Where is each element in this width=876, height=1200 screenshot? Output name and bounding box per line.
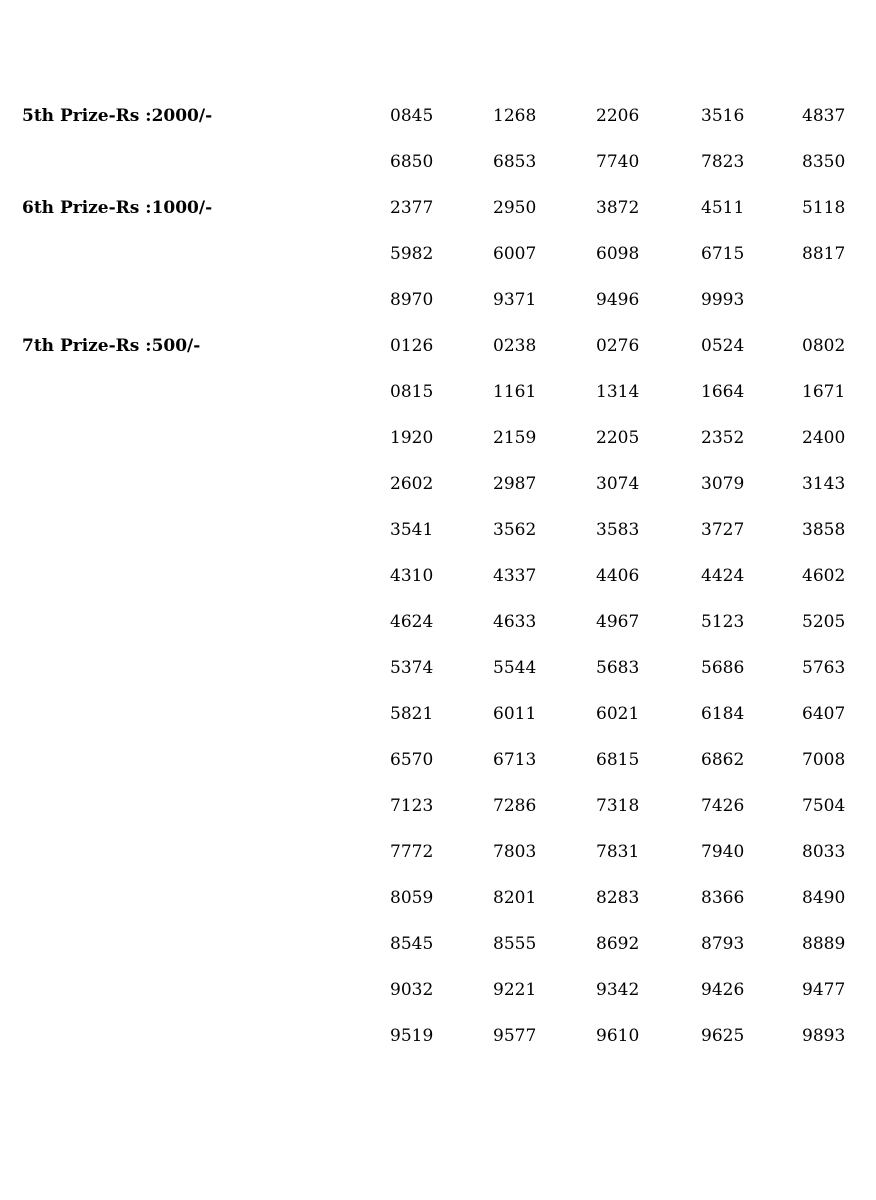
winning-number: 2987 <box>493 474 537 494</box>
winning-number: 8059 <box>390 888 434 908</box>
number-row <box>0 553 876 599</box>
winning-number: 2352 <box>701 428 745 448</box>
winning-number: 5123 <box>701 612 745 632</box>
winning-number: 8793 <box>701 934 745 954</box>
winning-number: 0238 <box>493 336 537 356</box>
winning-numbers <box>0 93 876 185</box>
winning-number: 5118 <box>802 198 846 218</box>
winning-number: 2159 <box>493 428 537 448</box>
winning-number: 1671 <box>802 382 846 402</box>
winning-number: 2205 <box>596 428 640 448</box>
winning-number: 3872 <box>596 198 640 218</box>
number-row <box>0 829 876 875</box>
winning-number: 8201 <box>493 888 537 908</box>
winning-number: 2602 <box>390 474 434 494</box>
winning-number: 8545 <box>390 934 434 954</box>
number-row <box>0 967 876 1013</box>
winning-number: 0126 <box>390 336 434 356</box>
winning-number: 6184 <box>701 704 745 724</box>
number-row <box>0 461 876 507</box>
winning-number: 6853 <box>493 152 537 172</box>
winning-number: 9496 <box>596 290 640 310</box>
winning-number: 6570 <box>390 750 434 770</box>
winning-number: 9893 <box>802 1026 846 1046</box>
winning-number: 5982 <box>390 244 434 264</box>
winning-number: 8283 <box>596 888 640 908</box>
winning-number: 9610 <box>596 1026 640 1046</box>
winning-number: 7123 <box>390 796 434 816</box>
winning-number: 4424 <box>701 566 745 586</box>
winning-number: 7740 <box>596 152 640 172</box>
winning-number: 4602 <box>802 566 846 586</box>
winning-number: 7803 <box>493 842 537 862</box>
winning-number: 6098 <box>596 244 640 264</box>
winning-number: 8692 <box>596 934 640 954</box>
winning-number: 6007 <box>493 244 537 264</box>
number-row <box>0 185 876 231</box>
number-row <box>0 323 876 369</box>
winning-number: 6815 <box>596 750 640 770</box>
winning-number: 5683 <box>596 658 640 678</box>
winning-number: 6850 <box>390 152 434 172</box>
winning-number: 3583 <box>596 520 640 540</box>
winning-number: 4624 <box>390 612 434 632</box>
winning-number: 8033 <box>802 842 846 862</box>
winning-number: 3541 <box>390 520 434 540</box>
winning-number: 1161 <box>493 382 537 402</box>
winning-number: 4406 <box>596 566 640 586</box>
number-row <box>0 277 876 323</box>
winning-number: 4967 <box>596 612 640 632</box>
winning-number: 7426 <box>701 796 745 816</box>
winning-number: 6715 <box>701 244 745 264</box>
number-row <box>0 139 876 185</box>
prize-section-6th <box>0 185 876 323</box>
winning-number: 2400 <box>802 428 846 448</box>
number-row <box>0 599 876 645</box>
winning-number: 3562 <box>493 520 537 540</box>
winning-number: 9371 <box>493 290 537 310</box>
winning-number: 3074 <box>596 474 640 494</box>
winning-number: 6713 <box>493 750 537 770</box>
winning-number: 9577 <box>493 1026 537 1046</box>
winning-number: 7504 <box>802 796 846 816</box>
winning-number: 8350 <box>802 152 846 172</box>
number-row <box>0 691 876 737</box>
winning-numbers <box>0 323 876 1059</box>
winning-number: 6862 <box>701 750 745 770</box>
winning-number: 9426 <box>701 980 745 1000</box>
number-row <box>0 783 876 829</box>
winning-number: 9993 <box>701 290 745 310</box>
winning-number: 2950 <box>493 198 537 218</box>
prize-label: 6th Prize-Rs :1000/- <box>22 198 213 218</box>
winning-number: 7940 <box>701 842 745 862</box>
winning-number: 6021 <box>596 704 640 724</box>
winning-number: 0802 <box>802 336 846 356</box>
prize-results-list <box>0 93 876 1059</box>
winning-number: 8970 <box>390 290 434 310</box>
number-row <box>0 415 876 461</box>
prize-section-7th <box>0 323 876 1059</box>
winning-number: 3858 <box>802 520 846 540</box>
winning-number: 5763 <box>802 658 846 678</box>
winning-number: 2377 <box>390 198 434 218</box>
number-row <box>0 737 876 783</box>
number-row <box>0 645 876 691</box>
prize-label: 7th Prize-Rs :500/- <box>22 336 201 356</box>
winning-number: 5205 <box>802 612 846 632</box>
winning-number: 8366 <box>701 888 745 908</box>
winning-number: 5821 <box>390 704 434 724</box>
number-row <box>0 93 876 139</box>
winning-number: 9625 <box>701 1026 745 1046</box>
winning-number: 8889 <box>802 934 846 954</box>
winning-number: 9477 <box>802 980 846 1000</box>
winning-number: 2206 <box>596 106 640 126</box>
winning-number: 1268 <box>493 106 537 126</box>
winning-number: 4837 <box>802 106 846 126</box>
winning-number: 9519 <box>390 1026 434 1046</box>
winning-number: 7286 <box>493 796 537 816</box>
number-row <box>0 231 876 277</box>
winning-number: 4633 <box>493 612 537 632</box>
number-row <box>0 875 876 921</box>
winning-number: 1664 <box>701 382 745 402</box>
winning-number: 7772 <box>390 842 434 862</box>
number-row <box>0 1013 876 1059</box>
winning-number: 6011 <box>493 704 537 724</box>
winning-number: 9032 <box>390 980 434 1000</box>
winning-number: 0276 <box>596 336 640 356</box>
number-row <box>0 369 876 415</box>
winning-number: 3727 <box>701 520 745 540</box>
winning-number: 0524 <box>701 336 745 356</box>
winning-number: 0815 <box>390 382 434 402</box>
winning-number: 5686 <box>701 658 745 678</box>
prize-section-5th <box>0 93 876 185</box>
winning-number: 9221 <box>493 980 537 1000</box>
winning-number: 7831 <box>596 842 640 862</box>
winning-number: 1920 <box>390 428 434 448</box>
winning-number: 4337 <box>493 566 537 586</box>
winning-number: 6407 <box>802 704 846 724</box>
winning-number: 8817 <box>802 244 846 264</box>
winning-number: 7823 <box>701 152 745 172</box>
winning-number: 3143 <box>802 474 846 494</box>
winning-number: 4310 <box>390 566 434 586</box>
winning-number: 8490 <box>802 888 846 908</box>
winning-number: 1314 <box>596 382 640 402</box>
winning-number: 0845 <box>390 106 434 126</box>
winning-numbers <box>0 185 876 323</box>
winning-number: 5544 <box>493 658 537 678</box>
winning-number: 7008 <box>802 750 846 770</box>
winning-number: 9342 <box>596 980 640 1000</box>
number-row <box>0 921 876 967</box>
winning-number: 5374 <box>390 658 434 678</box>
winning-number: 4511 <box>701 198 745 218</box>
winning-number: 8555 <box>493 934 537 954</box>
winning-number: 3079 <box>701 474 745 494</box>
winning-number: 3516 <box>701 106 745 126</box>
number-row <box>0 507 876 553</box>
prize-label: 5th Prize-Rs :2000/- <box>22 106 213 126</box>
winning-number: 7318 <box>596 796 640 816</box>
